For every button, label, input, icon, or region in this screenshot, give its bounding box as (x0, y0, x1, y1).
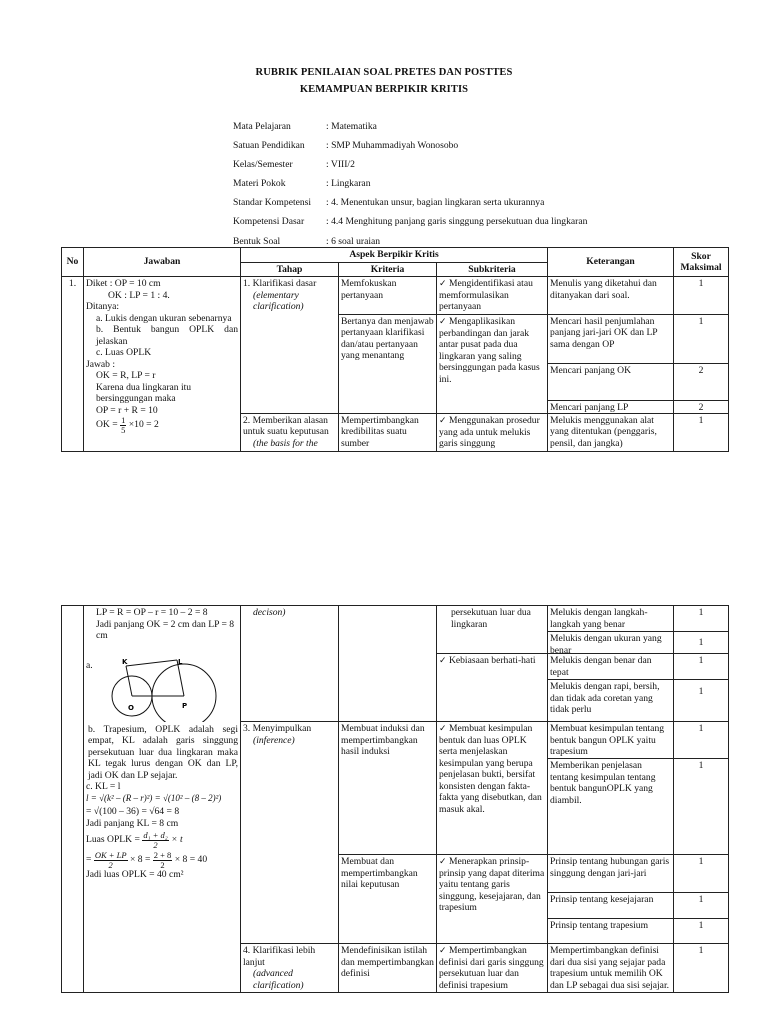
document-title: RUBRIK PENILAIAN SOAL PRETES DAN POSTTES (255, 67, 513, 78)
score-item: 1 (674, 632, 728, 654)
subkriteria-cell (437, 944, 548, 993)
check-icon: ✓ (439, 279, 447, 289)
score-item: 1 (674, 315, 728, 364)
figure-label: a. (86, 659, 93, 671)
check-icon: ✓ (439, 946, 447, 956)
rubric-table (61, 247, 729, 452)
score-group (674, 606, 729, 722)
meta-value: : 6 soal uraian (326, 235, 381, 247)
subkriteria-text: Membuat kesimpulan bentuk dan luas OPLK serta menjelaskan kesimpulan yang berupa penjelasan bukti, bersifat konsisten dengan fakta-fakta yang disebutkan, dan masuk akal. (439, 723, 542, 815)
tahap-cell (241, 277, 339, 414)
meta-row (233, 216, 663, 235)
tahap-cell-continued: decison) (241, 606, 339, 722)
subkriteria-text: Mengidentifikasi atau memformulasikan pertanyaan (439, 278, 533, 313)
answer-line: c. KL = l (86, 781, 121, 792)
answer-line: Karena dua lingkaran itu bersinggungan maka (96, 381, 192, 404)
score-item: 1 (698, 686, 704, 697)
score-item: 1 (674, 893, 728, 919)
fraction-numerator: d₁ + d₂ (143, 830, 168, 841)
tahap-english: (advanced clarification) (253, 968, 304, 991)
header-kriteria: Kriteria (339, 262, 437, 277)
score-item: 1 (674, 722, 728, 759)
answer-line: OK : LP = 1 : 4. (108, 289, 170, 301)
kriteria-cell: Mendefinisikan istilah dan mempertimbangkan definisi (339, 944, 437, 993)
row-number: 1. (62, 277, 84, 452)
answer-line: Jadi luas OPLK = 40 cm² (86, 869, 184, 881)
keterangan-item: Mencari panjang OK (548, 364, 673, 401)
score-item: 2 (674, 364, 728, 401)
figure-wrap (86, 656, 238, 724)
answer-line: LP = R = OP – r = 10 – 2 = 8 (96, 607, 208, 618)
keterangan-item: Prinsip tentang hubungan garis singgung dengan jari-jari (548, 855, 673, 893)
answer-equation: l = √(k² – (R – r)²) = √(10² – (8 – 2)²) (86, 792, 222, 803)
kriteria-cell: Memfokuskan pertanyaan (339, 277, 437, 315)
fraction-numerator: 2 + 8 (153, 850, 172, 861)
subkriteria-text: Menggunakan prosedur yang ada untuk melukis garis singgung (439, 414, 540, 450)
meta-value: : 4.4 Menghitung panjang garis singgung persekutuan dua lingkaran (326, 216, 588, 228)
fraction (142, 831, 168, 849)
answer-cell (84, 606, 241, 993)
answer-line: Jawab : (86, 358, 116, 370)
answer-paragraph: b. Trapesium, OPLK adalah segi empat, KL adalah garis singgung persekutuan luar dua lingkaran maka KL tegak lurus dengan OK dan LP, jadi OK dan LP sejajar. (88, 723, 238, 781)
tahap-label: 2. Memberikan alasan untuk suatu keputusan (243, 414, 329, 438)
score-group (674, 314, 729, 413)
check-icon: ✓ (439, 316, 447, 327)
score-item: 1 (698, 920, 704, 931)
fraction (94, 851, 128, 869)
rubric-table-continued (61, 605, 729, 993)
keterangan-item: Melukis dengan rapi, bersih, dan tidak ada coretan yang tidak perlu (550, 681, 660, 715)
meta-value: : SMP Muhammadiyah Wonosobo (326, 140, 459, 152)
meta-value: : Lingkaran (326, 178, 371, 190)
answer-equation (86, 831, 238, 849)
keterangan-group (548, 314, 674, 413)
subkriteria-text: Mempertimbangkan definisi dari garis singgung persekutuan luar dan definisi trapesium (439, 945, 544, 991)
keterangan-group (548, 722, 674, 855)
score-item: 1 (674, 855, 728, 893)
eq-part: OK = (96, 419, 118, 431)
tahap-cell (241, 944, 339, 993)
fraction (153, 851, 173, 869)
tahap-english: (inference) (253, 734, 295, 746)
point-o-label: O (128, 703, 134, 712)
score-group (674, 722, 729, 855)
score-item: 1 (674, 606, 728, 632)
subkriteria-cell (437, 413, 548, 451)
keterangan-cell: Melukis menggunakan alat yang ditentukan (penggaris, pensil, dan jangka) (548, 413, 674, 451)
answer-line: Diket : OP = 10 cm (86, 278, 161, 289)
meta-row (233, 140, 663, 159)
subkriteria-text: Kebiasaan berhati-hati (448, 655, 536, 666)
point-l-label: L (178, 657, 183, 666)
keterangan-item: Prinsip tentang kesejajaran (548, 893, 673, 919)
check-icon: ✓ (439, 724, 447, 734)
point-p-label: P (182, 701, 188, 710)
kriteria-cell: Bertanya dan menjawab pertanyaan klarifikasi dan/atau pertanyaan yang menantang (339, 314, 437, 413)
subkriteria-text: Menerapkan prinsip-prinsip yang dapat diterima yaitu tentang garis singgung, kesejajaran, dan trapesium (439, 856, 545, 914)
meta-value: : VIII/2 (326, 159, 355, 171)
header-tahap: Tahap (241, 262, 339, 277)
answer-equation (86, 416, 238, 434)
keterangan-item: Mencari panjang LP (550, 401, 629, 413)
header-no: No (62, 248, 84, 277)
tahap-label: 1. Klarifikasi dasar (243, 278, 317, 289)
subkriteria-cell (437, 855, 548, 944)
subkriteria-group (437, 606, 548, 722)
meta-label: Bentuk Soal (233, 235, 281, 247)
answer-line: Jadi panjang OK = 2 cm dan LP = 8 cm (96, 618, 235, 641)
eq-part: Luas OPLK = (86, 834, 140, 846)
subkriteria-cell (437, 722, 548, 855)
answer-equation: = √(100 – 36) = √64 = 8 (86, 806, 180, 818)
page-2 (0, 600, 768, 1024)
score-item: 1 (674, 654, 728, 680)
answer-line: OK = R, LP = r (96, 370, 156, 381)
fraction-numerator: OK + LP (94, 850, 127, 861)
answer-cell (84, 277, 241, 452)
tahap-english: (elementary clarification) (253, 289, 304, 312)
subkriteria-text: Mengaplikasikan perbandingan dan jarak antar pusat pada dua lingkaran yang saling bersinggungan pada kasus ini. (439, 315, 540, 385)
meta-row (233, 121, 663, 140)
answer-line: a. Lukis dengan ukuran sebenarnya (96, 312, 232, 324)
fraction-denominator: 5 (121, 424, 126, 435)
answer-equation: = $\frac{OK + LP}{2}$ × 8 = $\frac{2 + 8}{2}$ × 8 = 40 (86, 850, 208, 870)
header-keterangan: Keterangan (548, 248, 674, 277)
keterangan-item: Memberikan penjelasan tentang kesimpulan tentang bentuk bangunOPLK yang diambil. (550, 760, 656, 806)
score-group (674, 855, 729, 944)
meta-label: Satuan Pendidikan (233, 140, 305, 152)
meta-label: Kompetensi Dasar (233, 216, 305, 228)
meta-row (233, 178, 663, 197)
meta-row (233, 159, 663, 178)
kriteria-cell: Mempertimbangkan kredibilitas suatu sumber (339, 413, 437, 451)
tahap-label: 4. Klarifikasi lebih lanjut (243, 945, 316, 968)
tahap-cell (241, 413, 339, 451)
meta-value: : 4. Menentukan unsur, bagian lingkaran serta ukurannya (326, 197, 545, 209)
score-item: 2 (698, 401, 704, 413)
subkriteria-text: persekutuan luar dua lingkaran (437, 606, 547, 654)
kriteria-cell: Membuat dan mempertimbangkan nilai keputusan (339, 855, 437, 944)
header-jawaban: Jawaban (84, 248, 241, 277)
meta-label: Materi Pokok (233, 178, 286, 190)
meta-label: Kelas/Semester (233, 159, 293, 171)
keterangan-cell: Menulis yang diketahui dan ditanyakan dari soal. (548, 277, 674, 315)
answer-line: Ditanya: (86, 301, 120, 312)
score-item: 1 (698, 760, 704, 771)
header-aspek: Aspek Berpikir Kritis (241, 248, 548, 263)
score-cell: 1 (674, 944, 729, 993)
fraction-numerator: 1 (121, 415, 126, 425)
keterangan-item: Prinsip tentang trapesium (550, 920, 649, 931)
meta-label: Mata Pelajaran (233, 121, 291, 132)
header-subkriteria: Subkriteria (437, 262, 548, 277)
keterangan-item: Membuat kesimpulan tentang bentuk bangun OPLK yaitu trapesium (548, 722, 673, 759)
subkriteria-cell (437, 314, 548, 413)
header-skor: Skor Maksimal (674, 248, 729, 277)
tahap-english: (the basis for the (253, 437, 318, 449)
kriteria-cell: Membuat induksi dan mempertimbangkan hasil induksi (339, 722, 437, 855)
fraction-denominator: 2 (160, 859, 165, 870)
score-cell: 1 (674, 277, 729, 315)
fraction-denominator: 2 (153, 839, 158, 850)
fraction (120, 416, 126, 434)
eq-part: ×10 = 2 (128, 419, 159, 431)
point-k-label: K (122, 657, 128, 666)
meta-value: : Matematika (326, 121, 377, 132)
eq-part: × 8 = 40 (174, 854, 208, 866)
row-number-empty (62, 606, 84, 993)
meta-label: Standar Kompetensi (233, 197, 312, 209)
keterangan-item: Mencari hasil penjumlahan panjang jari-jari OK dan LP sama dengan OP (548, 315, 673, 364)
answer-line: Jadi panjang KL = 8 cm (86, 817, 179, 829)
score-cell: 1 (674, 413, 729, 451)
fraction-denominator: 2 (108, 859, 113, 870)
check-icon: ✓ (439, 857, 447, 867)
answer-line: b. Bentuk bangun OPLK dan jelaskan (96, 324, 238, 347)
tahap-label: 3. Menyimpulkan (243, 723, 312, 734)
eq-part: × t (171, 834, 183, 846)
meta-row (233, 197, 663, 216)
subkriteria-item (437, 654, 547, 721)
tangent-circles-figure (104, 658, 232, 722)
check-icon: ✓ (439, 415, 447, 426)
metadata-block (233, 121, 663, 255)
tahap-cell (241, 722, 339, 944)
keterangan-group (548, 855, 674, 944)
document-subtitle: KEMAMPUAN BERPIKIR KRITIS (299, 84, 469, 95)
eq-part: × 8 = (129, 854, 151, 866)
answer-line: c. Luas OPLK (96, 347, 152, 358)
keterangan-cell: Mempertimbangkan definisi dari dua sisi yang sejajar pada trapesium untuk memilih OK dan LP sebagai dua sisi sejajar. (548, 944, 674, 993)
kriteria-cell-empty (339, 606, 437, 722)
keterangan-group (548, 606, 674, 722)
keterangan-item: Melukis dengan benar dan tepat (548, 654, 673, 680)
answer-line: OP = r + R = 10 (96, 404, 158, 416)
subkriteria-cell (437, 277, 548, 315)
keterangan-item: Melukis dengan langkah-langkah yang benar (548, 606, 673, 632)
keterangan-item: Melukis dengan ukuran yang benar (548, 632, 673, 654)
check-icon: ✓ (439, 656, 447, 666)
